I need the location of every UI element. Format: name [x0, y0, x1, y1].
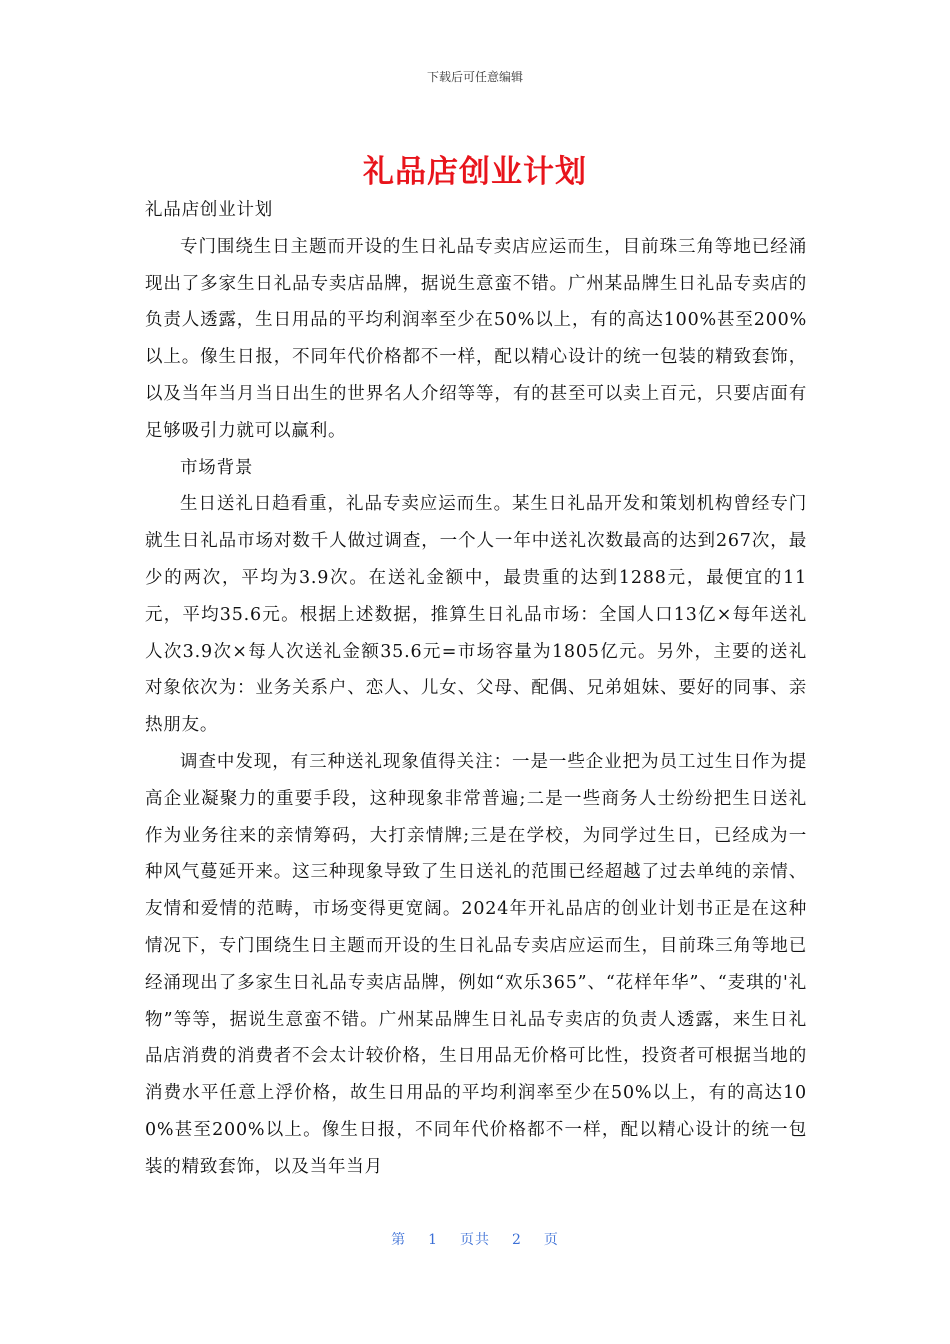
paragraph-subtitle: 礼品店创业计划 — [145, 200, 274, 220]
footer-total-pages: 2 — [512, 1232, 522, 1248]
page-footer — [0, 1229, 950, 1249]
paragraph-survey: 调查中发现，有三种送礼现象值得关注：一是一些企业把为员工过生日作为提高企业凝聚力的重要手段，这种现象非常普遍;二是一些商务人士纷纷把生日送礼作为业务往来的亲情筹码，大打亲情牌;三是在学校，为同学过生日，已经成为一种风气蔓延开来。这三种现象导致了生日送礼的范围已经超越了过去单纯的亲情、友情和爱情的范畴，市场变得更宽阔。2024年开礼品店的创业计划书正是在这种情况下，专门围绕生日主题而开设的生日礼品专卖店应运而生，目前珠三角等地已经涌现出了多家生日礼品专卖店品牌，例如“欢乐365”、“花样年华”、“麦琪的'礼物”等等，据说生意蛮不错。广州某品牌生日礼品专卖店的负责人透露，来生日礼品店消费的消费者不会太计较价格，生日用品无价格可比性，投资者可根据当地的消费水平任意上浮价格，故生日用品的平均利润率至少在50%以上，有的高达100%甚至200%以上。像生日报，不同年代价格都不一样，配以精心设计的统一包装的精致套饰，以及当年当月 — [145, 751, 807, 1177]
header-note: 下载后可任意编辑 — [426, 70, 523, 84]
paragraph-market: 生日送礼日趋看重，礼品专卖应运而生。某生日礼品开发和策划机构曾经专门就生日礼品市场对数千人做过调查，一个人一年中送礼次数最高的达到267次，最少的两次，平均为3.9次。在送礼金额中，最贵重的达到1288元，最便宜的11元，平均35.6元。根据上述数据，推算生日礼品市场：全国人口13亿×每年送礼人次3.9次×每人次送礼金额35.6元=市场容量为1805亿元。另外，主要的送礼对象依次为：业务关系户、恋人、儿女、父母、配偶、兄弟姐妹、要好的同事、亲热朋友。 — [145, 494, 807, 736]
footer-current-page: 1 — [428, 1232, 438, 1248]
footer-prefix: 第 — [391, 1232, 407, 1248]
paragraph-intro: 专门围绕生日主题而开设的生日礼品专卖店应运而生，目前珠三角等地已经涌现出了多家生日礼品专卖店品牌，据说生意蛮不错。广州某品牌生日礼品专卖店的负责人透露，生日用品的平均利润率至少在50%以上，有的高达100%甚至200%以上。像生日报，不同年代价格都不一样，配以精心设计的统一包装的精致套饰，以及当年当月当日出生的世界名人介绍等等，有的甚至可以卖上百元，只要店面有足够吸引力就可以赢利。 — [145, 236, 807, 441]
footer-suffix: 页 — [543, 1232, 559, 1248]
section-heading-market: 市场背景 — [180, 457, 254, 478]
document-title: 礼品店创业计划 — [363, 154, 587, 190]
footer-middle: 页共 — [460, 1232, 490, 1248]
document-body — [145, 192, 807, 1186]
